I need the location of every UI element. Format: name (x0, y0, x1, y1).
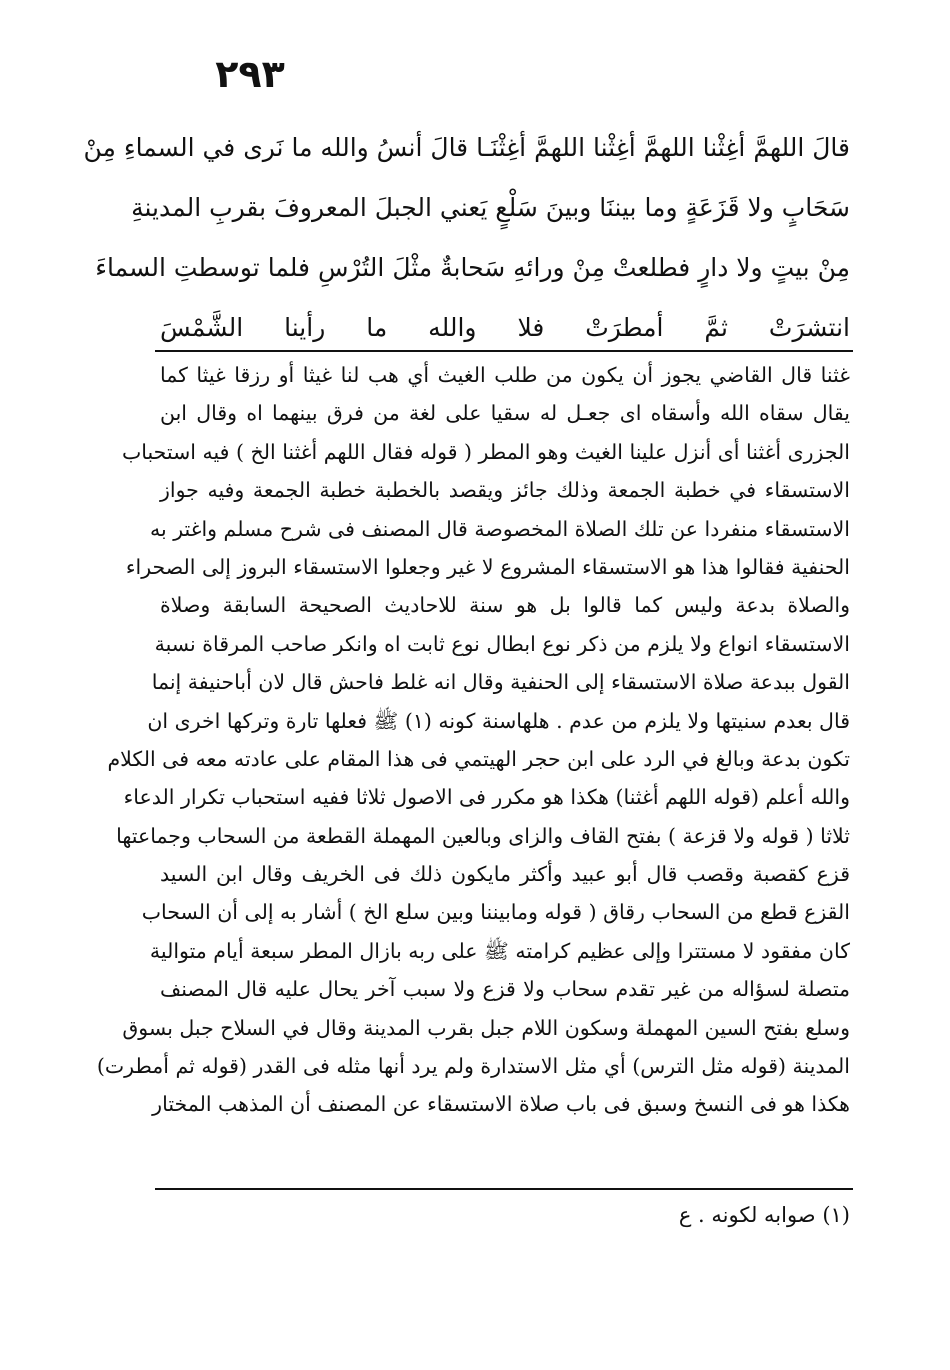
divider-bottom (155, 1188, 853, 1190)
commentary-line: القول ببدعة صلاة الاستسقاء إلى الحنفية وقال انه غلط فاحش قال لان أباحنيفة إنما (151, 670, 850, 695)
commentary-line: تكون بدعة وبالغ في الرد على ابن حجر الهيتمي فى هذا المقام على عادته معه فى الكلام (107, 746, 850, 771)
commentary-line: كان مفقود لا مستترا وإلى عظيم كرامته ﷺ على ربه بازال المطر سبعة أيام متوالية (149, 938, 850, 963)
commentary-line: الاستسقاء انواع ولا يلزم من ذكر نوع ابطال نوع ثابت اه وانكر صاحب المرقاة نسبة (154, 631, 850, 656)
commentary-line: متصلة لسؤاله من غير تقدم سحاب ولا قزع ولا سبب آخر يحال عليه قال المصنف (160, 977, 850, 1002)
main-text-line: قالَ اللهمَّ أغِثْنا اللهمَّ أغِثْنا اللهمَّ أغِثْنَـا قالَ أنسُ والله ما نَرى في السماءِ مِنْ (83, 133, 850, 162)
commentary-line: القزع قطع من السحاب رقاق ( قوله ومابيننا وبين سلع الخ ) أشار به إلى أن السحاب (141, 900, 850, 925)
commentary-line: ثلاثا ( قوله ولا قزعة ) بفتح القاف والزاى وبالعين المهملة القطعة من السحاب وجماعتها (116, 823, 850, 848)
divider-top (155, 350, 853, 352)
commentary-line: هكذا هو فى النسخ وسبق فى باب صلاة الاستسقاء عن المصنف أن المذهب المختار (152, 1092, 850, 1117)
commentary-line: قزع كقصبة وقصب قال أبو عبيد وأكثر مايكون ذلك فى الخريف وقال ابن السيد (160, 862, 850, 887)
footnote: (١) صوابه لكونه . ع (678, 1203, 850, 1227)
commentary-line: المدينة (قوله مثل الترس) أي مثل الاستدارة ولم يرد أنها مثله فى القدر (قوله ثم أمطرت) (96, 1054, 850, 1079)
commentary-line: قال بعدم سنيتها ولا يلزم من عدم . هلهاسنة كونه (١) ﷺ فعلها تارة وتركها اخرى ان (147, 708, 850, 733)
main-text-line: سَحَابٍ ولا قَزَعَةٍ وما بيننَا وبينَ سَلْعٍ يَعني الجبلَ المعروفَ بقربِ المدينةِ (131, 193, 850, 222)
page-number: ٢٩٣ (215, 52, 285, 96)
main-text-line: مِنْ بيتٍ ولا دارٍ فطلعتْ مِنْ ورائهِ سَحابةٌ مثْلَ التُرْسِ فلما توسطتِ السماءَ (95, 253, 850, 282)
commentary-line: غثنا قال القاضي يجوز أن يكون من طلب الغيث أي هب لنا غيثا أو رزقا غيثا كما (160, 363, 850, 387)
main-text (83, 118, 850, 358)
commentary-line: وسلع بفتح السين المهملة وسكون اللام جبل بقرب المدينة وقال في السلاح جبل بسوق (122, 1015, 850, 1040)
commentary-line: الاستسقاء منفردا عن تلك الصلاة المخصوصة قال المصنف فى شرح مسلم واغتر به (150, 516, 850, 541)
commentary-line: والله أعلم (قوله اللهم أغثنا) هكذا هو مكرر فى الاصول ثلاثا ففيه استحباب تكرار الدعاء (123, 785, 850, 810)
commentary-line: الحنفية فقالوا هذا هو الاستسقاء المشروع لا غير وجعلوا الاستسقاء البروز إلى الصحراء (125, 554, 850, 579)
commentary-text (96, 356, 850, 1124)
commentary-line: يقال سقاه الله وأسقاه اى جعـل له سقيا على لغة من فرق بينهما اه وقال ابن (160, 401, 850, 426)
commentary-line: الجزرى أغثنا أى أنزل علينا الغيث وهو المطر ( قوله فقال اللهم أغثنا الخ ) فيه استحباب (121, 439, 850, 464)
main-text-line: انتشرَتْ ثمَّ أمطرَتْ فلا والله ما رأينا الشَّمْسَ (160, 313, 850, 342)
commentary-line: الاستسقاء في خطبة الجمعة وذلك جائز ويقصد بالخطبة خطبة الجمعة وفيه جواز (160, 478, 850, 503)
commentary-line: والصلاة بدعة وليس كما قالوا بل هو سنة للاحاديث الصحيحة السابقة وصلاة (160, 593, 850, 618)
